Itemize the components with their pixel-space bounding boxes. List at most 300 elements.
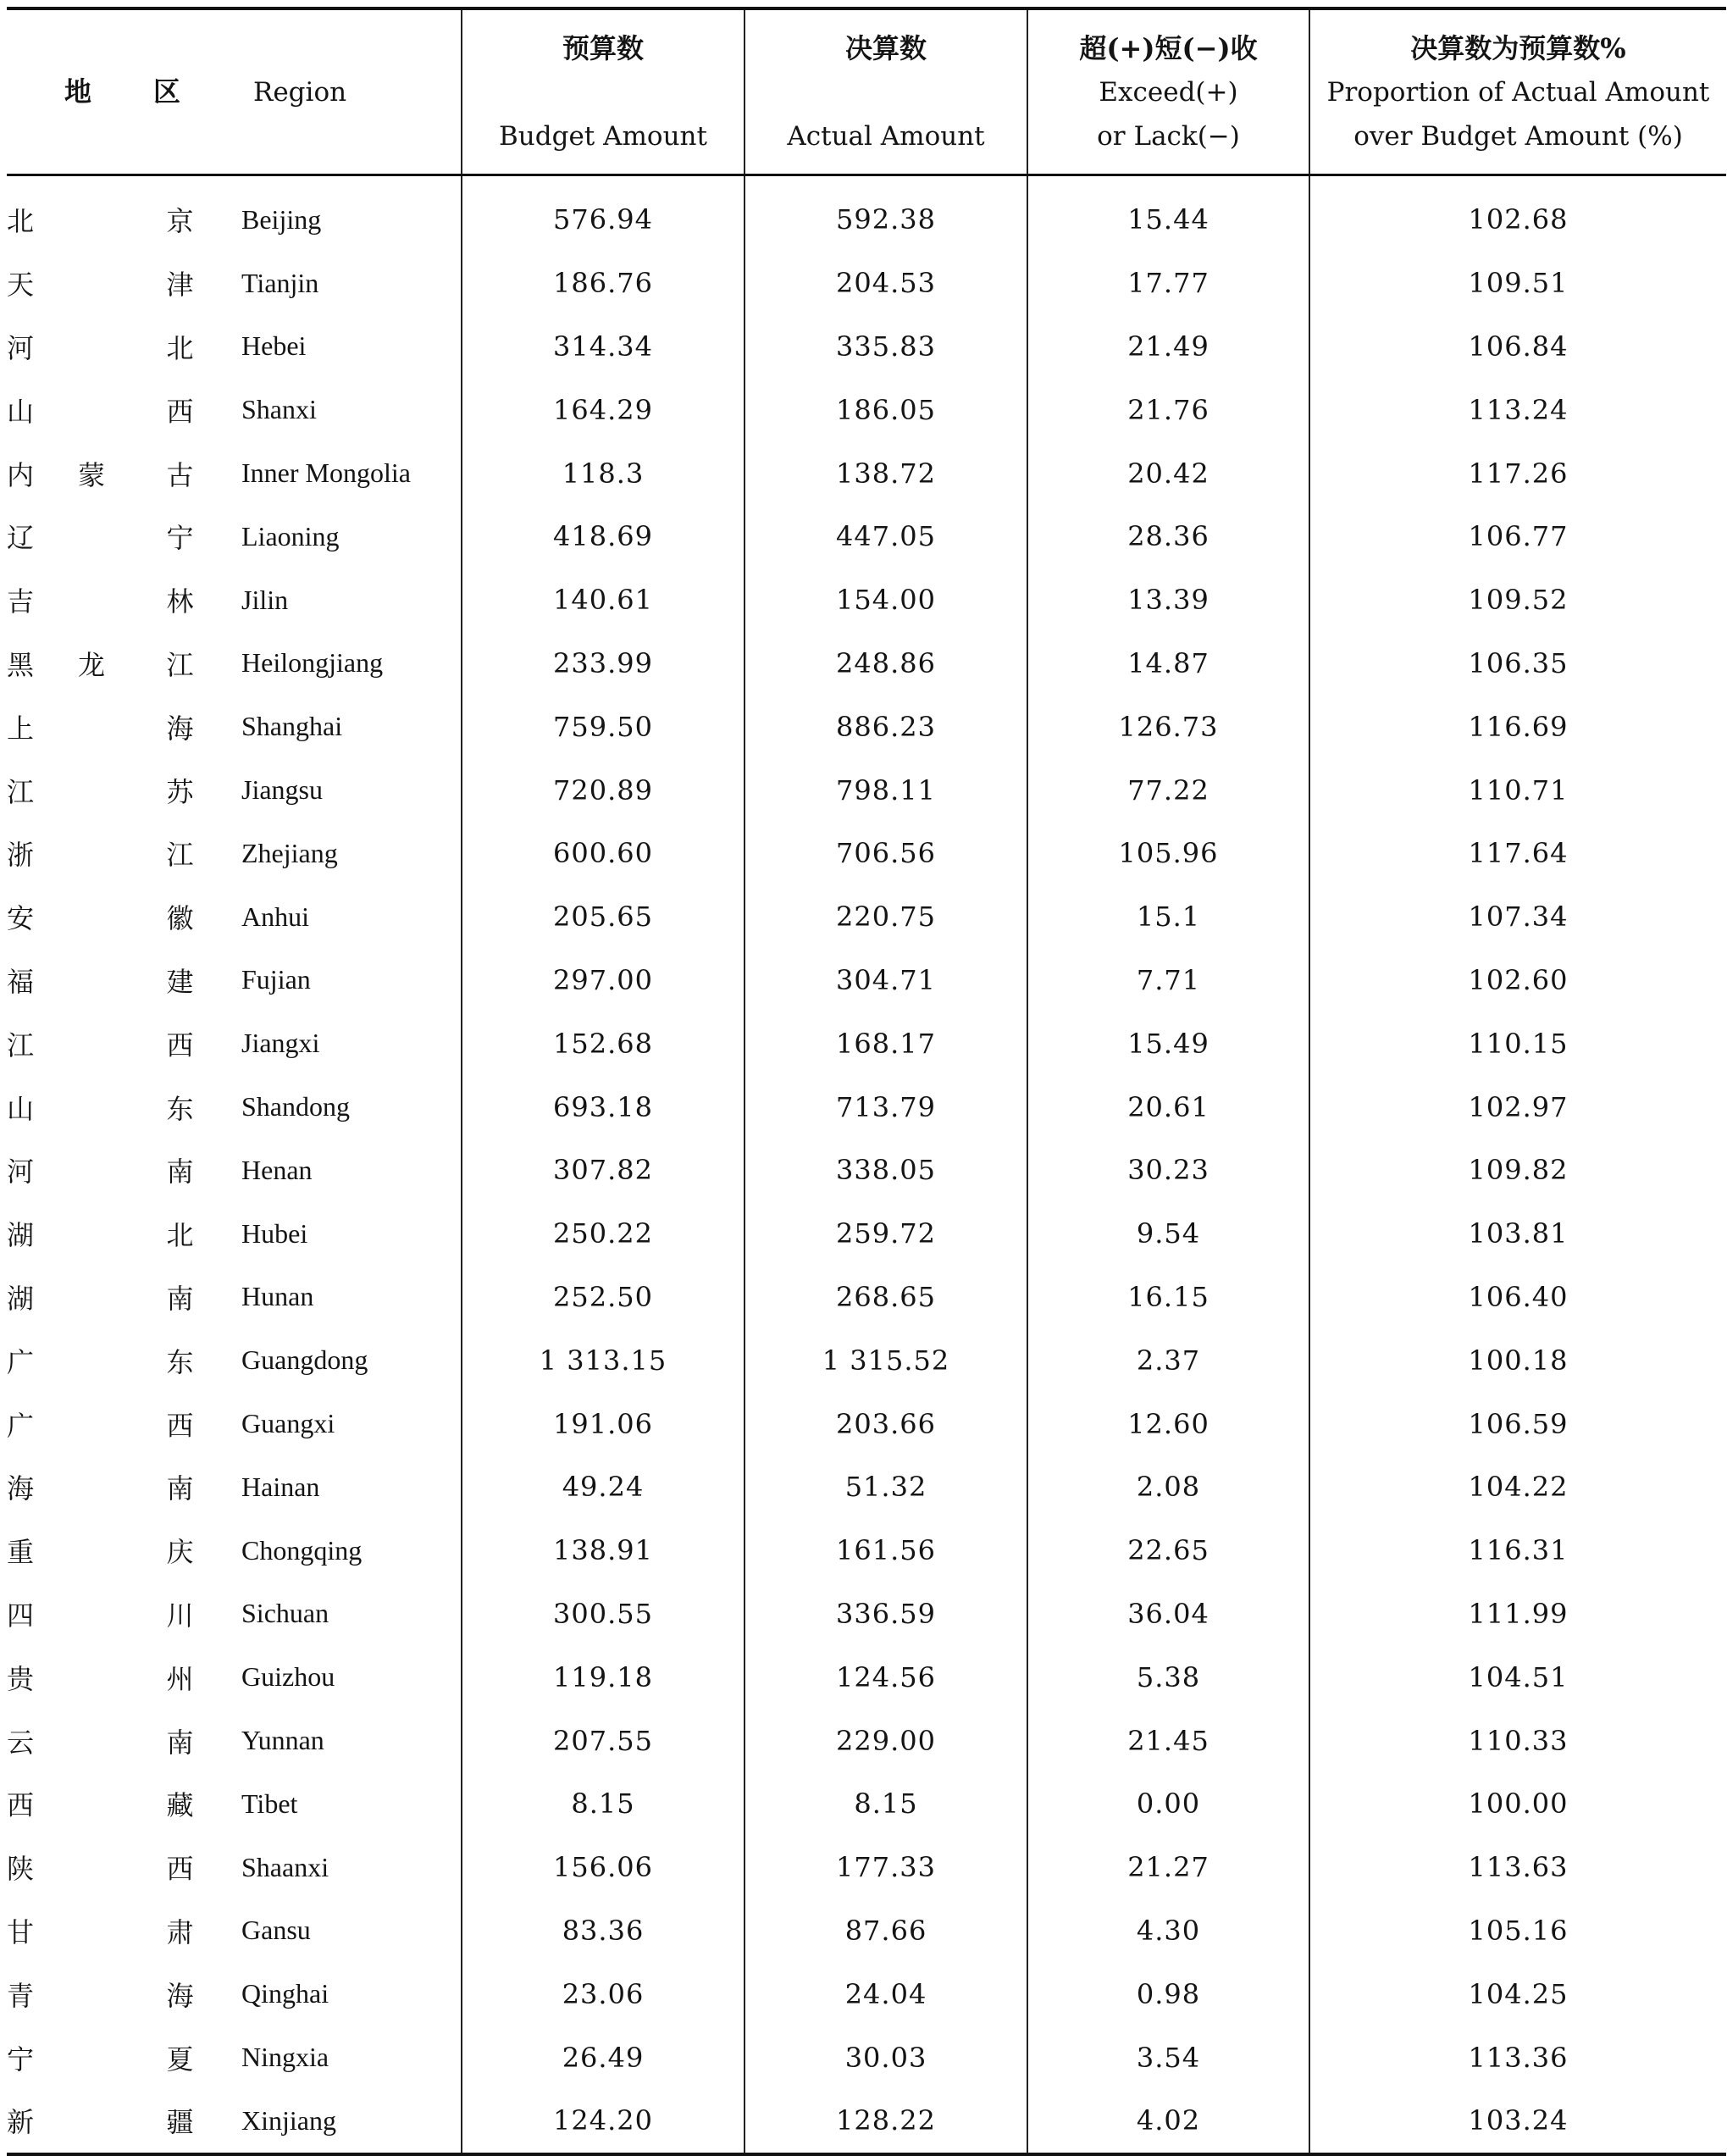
region-zh-char-3: 夏 xyxy=(166,2042,194,2076)
region-zh-char-2 xyxy=(64,758,119,822)
region-name-en: Heilongjiang xyxy=(241,647,384,679)
diff-cell: 28.36 xyxy=(1027,505,1309,568)
table-row xyxy=(7,885,1726,949)
region-zh-char-1: 贵 xyxy=(7,1662,35,1695)
region-zh-char-2 xyxy=(64,2089,119,2153)
region-name-en: Fujian xyxy=(241,964,311,995)
region-zh-char-3: 津 xyxy=(166,269,194,302)
region-name-en: Hainan xyxy=(241,1471,320,1502)
diff-cell: 13.39 xyxy=(1027,568,1309,632)
region-zh-char-1: 安 xyxy=(7,902,35,935)
table-row xyxy=(7,1011,1726,1075)
diff-cell: 14.87 xyxy=(1027,632,1309,696)
budget-cell: 693.18 xyxy=(462,1075,744,1139)
region-zh-char-2 xyxy=(64,1772,119,1836)
region-zh-char-2 xyxy=(64,1899,119,1963)
budget-cell: 191.06 xyxy=(462,1392,744,1455)
actual-cell: 87.66 xyxy=(744,1899,1027,1963)
budget-cell: 164.29 xyxy=(462,378,744,441)
budget-cell: 297.00 xyxy=(462,949,744,1012)
budget-cell: 140.61 xyxy=(462,568,744,632)
actual-header-en: Actual Amount xyxy=(787,120,985,152)
budget-cell: 600.60 xyxy=(462,822,744,885)
region-name-en: Anhui xyxy=(241,901,309,932)
region-name-en: Ningxia xyxy=(241,2042,329,2072)
region-zh-char-1: 福 xyxy=(7,965,35,998)
actual-cell: 336.59 xyxy=(744,1582,1027,1646)
pct-cell: 106.77 xyxy=(1309,505,1726,568)
diff-cell: 15.44 xyxy=(1027,175,1309,252)
budget-cell: 8.15 xyxy=(462,1772,744,1836)
region-zh-char-3: 林 xyxy=(166,585,194,618)
region-zh-char-1: 上 xyxy=(7,712,35,745)
region-zh-char-1: 江 xyxy=(7,775,35,808)
pct-cell: 117.26 xyxy=(1309,441,1726,505)
table-row xyxy=(7,315,1726,379)
budget-cell: 252.50 xyxy=(462,1266,744,1329)
region-name-en: Hebei xyxy=(241,330,307,362)
budget-cell: 300.55 xyxy=(462,1582,744,1646)
diff-header-zh: 超(+)短(−)收 xyxy=(1079,31,1258,64)
budget-cell: 720.89 xyxy=(462,758,744,822)
region-name-en: Jiangxi xyxy=(241,1028,320,1059)
table-row xyxy=(7,695,1726,758)
diff-cell: 126.73 xyxy=(1027,695,1309,758)
pct-cell: 110.33 xyxy=(1309,1709,1726,1772)
diff-header-en-2: or Lack(−) xyxy=(1097,120,1240,152)
budget-cell: 250.22 xyxy=(462,1202,744,1266)
actual-cell: 259.72 xyxy=(744,1202,1027,1266)
region-name-en: Zhejiang xyxy=(241,837,338,868)
diff-cell: 4.02 xyxy=(1027,2089,1309,2153)
pct-cell: 100.18 xyxy=(1309,1328,1726,1392)
region-zh-char-3: 疆 xyxy=(166,2106,194,2139)
pct-cell: 109.51 xyxy=(1309,252,1726,315)
region-name-en: Yunnan xyxy=(241,1725,324,1756)
region-zh-char-2 xyxy=(64,1202,119,1266)
region-name-en: Liaoning xyxy=(241,520,340,551)
pct-cell: 109.82 xyxy=(1309,1139,1726,1202)
region-zh-char-3: 西 xyxy=(166,395,194,428)
budget-cell: 307.82 xyxy=(462,1139,744,1202)
diff-cell: 20.42 xyxy=(1027,441,1309,505)
actual-cell: 128.22 xyxy=(744,2089,1027,2153)
region-zh-char-3: 藏 xyxy=(166,1789,194,1822)
pct-cell: 102.68 xyxy=(1309,175,1726,252)
budget-cell: 205.65 xyxy=(462,885,744,949)
budget-cell: 576.94 xyxy=(462,175,744,252)
actual-cell: 204.53 xyxy=(744,252,1027,315)
region-zh-char-1: 广 xyxy=(7,1409,35,1442)
region-name-en: Guizhou xyxy=(241,1661,335,1693)
region-name-en: Xinjiang xyxy=(241,2104,336,2136)
budget-cell: 186.76 xyxy=(462,252,744,315)
table-row xyxy=(7,949,1726,1012)
pct-cell: 111.99 xyxy=(1309,1582,1726,1646)
region-zh-char-1: 河 xyxy=(7,331,35,364)
region-zh-char-2 xyxy=(64,1266,119,1329)
region-zh-char-2: 龙 xyxy=(77,648,105,681)
table-body xyxy=(7,175,1726,2153)
actual-cell: 30.03 xyxy=(744,2026,1027,2089)
actual-cell: 168.17 xyxy=(744,1011,1027,1075)
actual-cell: 51.32 xyxy=(744,1455,1027,1519)
table-row xyxy=(7,758,1726,822)
table-row xyxy=(7,1899,1726,1963)
table-row xyxy=(7,632,1726,696)
region-zh-char-3: 宁 xyxy=(166,522,194,555)
actual-cell: 24.04 xyxy=(744,1962,1027,2026)
region-zh-char-1: 四 xyxy=(7,1599,35,1632)
region-zh-char-3: 古 xyxy=(166,458,194,491)
region-zh-char-2 xyxy=(64,949,119,1012)
region-zh-char-1: 河 xyxy=(7,1156,35,1189)
region-name-en: Shanghai xyxy=(241,711,343,742)
table-row xyxy=(7,1139,1726,1202)
actual-cell: 268.65 xyxy=(744,1266,1027,1329)
pct-cell: 113.36 xyxy=(1309,2026,1726,2089)
region-zh-char-2 xyxy=(64,885,119,949)
region-header-en: Region xyxy=(253,76,347,108)
diff-cell: 0.98 xyxy=(1027,1962,1309,2026)
region-zh-char-3: 江 xyxy=(166,648,194,681)
diff-header xyxy=(1027,10,1309,175)
region-zh-char-1: 海 xyxy=(7,1472,35,1505)
diff-cell: 30.23 xyxy=(1027,1139,1309,1202)
pct-cell: 113.24 xyxy=(1309,378,1726,441)
actual-cell: 338.05 xyxy=(744,1139,1027,1202)
region-zh-char-1: 陕 xyxy=(7,1853,35,1886)
region-name-en: Chongqing xyxy=(241,1534,363,1566)
diff-cell: 16.15 xyxy=(1027,1266,1309,1329)
region-zh-char-2 xyxy=(64,1645,119,1709)
diff-cell: 21.49 xyxy=(1027,315,1309,379)
region-zh-char-3: 南 xyxy=(166,1472,194,1505)
region-name-en: Sichuan xyxy=(241,1598,329,1629)
region-zh-char-3: 北 xyxy=(166,1219,194,1252)
diff-cell: 9.54 xyxy=(1027,1202,1309,1266)
diff-cell: 105.96 xyxy=(1027,822,1309,885)
diff-cell: 20.61 xyxy=(1027,1075,1309,1139)
region-zh-char-2 xyxy=(64,315,119,379)
region-zh-char-1: 甘 xyxy=(7,1915,35,1948)
diff-cell: 36.04 xyxy=(1027,1582,1309,1646)
region-zh-char-2 xyxy=(64,1075,119,1139)
pct-cell: 113.63 xyxy=(1309,1836,1726,1899)
region-zh-char-2 xyxy=(64,1328,119,1392)
diff-cell: 12.60 xyxy=(1027,1392,1309,1455)
pct-cell: 106.35 xyxy=(1309,632,1726,696)
region-name-en: Henan xyxy=(241,1154,313,1185)
pct-header-en-2: over Budget Amount (%) xyxy=(1353,120,1683,152)
region-zh-char-2 xyxy=(64,1139,119,1202)
actual-header xyxy=(744,10,1027,175)
diff-cell: 21.45 xyxy=(1027,1709,1309,1772)
actual-cell: 8.15 xyxy=(744,1772,1027,1836)
table-row xyxy=(7,2089,1726,2153)
region-name-en: Qinghai xyxy=(241,1978,329,2009)
budget-cell: 759.50 xyxy=(462,695,744,758)
region-zh-char-1: 云 xyxy=(7,1726,35,1759)
region-zh-char-3: 徽 xyxy=(166,902,194,935)
region-header xyxy=(7,10,462,175)
region-zh-char-1: 宁 xyxy=(7,2042,35,2076)
region-name-en: Beijing xyxy=(241,203,322,235)
diff-cell: 0.00 xyxy=(1027,1772,1309,1836)
pct-header-en-1: Proportion of Actual Amount xyxy=(1326,76,1710,108)
actual-cell: 1 315.52 xyxy=(744,1328,1027,1392)
region-name-en: Jiangsu xyxy=(241,774,323,806)
budget-header-en: Budget Amount xyxy=(499,120,707,152)
actual-cell: 447.05 xyxy=(744,505,1027,568)
diff-cell: 5.38 xyxy=(1027,1645,1309,1709)
region-zh-char-3: 川 xyxy=(166,1599,194,1632)
region-zh-char-3: 海 xyxy=(166,712,194,745)
region-zh-char-2 xyxy=(64,1011,119,1075)
pct-cell: 109.52 xyxy=(1309,568,1726,632)
region-zh-char-2 xyxy=(64,695,119,758)
actual-cell: 138.72 xyxy=(744,441,1027,505)
pct-cell: 110.71 xyxy=(1309,758,1726,822)
region-zh-char-2 xyxy=(64,1582,119,1646)
pct-cell: 106.84 xyxy=(1309,315,1726,379)
region-name-en: Hubei xyxy=(241,1217,308,1249)
region-zh-char-2 xyxy=(64,1392,119,1455)
region-zh-char-3: 南 xyxy=(166,1282,194,1315)
table-row xyxy=(7,505,1726,568)
region-zh-char-1: 湖 xyxy=(7,1219,35,1252)
region-zh-char-3: 庆 xyxy=(166,1536,194,1569)
region-zh-char-2 xyxy=(64,1962,119,2026)
pct-cell: 117.64 xyxy=(1309,822,1726,885)
region-zh-char-1: 内 xyxy=(7,458,35,491)
header-row xyxy=(7,10,1726,175)
actual-cell: 886.23 xyxy=(744,695,1027,758)
region-zh-char-3: 东 xyxy=(166,1345,194,1378)
actual-cell: 798.11 xyxy=(744,758,1027,822)
actual-cell: 161.56 xyxy=(744,1519,1027,1582)
table-row xyxy=(7,1075,1726,1139)
budget-cell: 207.55 xyxy=(462,1709,744,1772)
table-row xyxy=(7,1772,1726,1836)
pct-cell: 104.22 xyxy=(1309,1455,1726,1519)
table-row xyxy=(7,1582,1726,1646)
region-zh-char-1: 青 xyxy=(7,1979,35,2012)
region-zh-char-3: 京 xyxy=(166,205,194,238)
pct-cell: 104.25 xyxy=(1309,1962,1726,2026)
region-zh-char-1: 山 xyxy=(7,1092,35,1125)
actual-header-zh: 决算数 xyxy=(844,31,927,64)
region-zh-char-3: 西 xyxy=(166,1409,194,1442)
budget-cell: 83.36 xyxy=(462,1899,744,1963)
pct-cell: 106.40 xyxy=(1309,1266,1726,1329)
region-zh-char-2 xyxy=(64,568,119,632)
diff-cell: 3.54 xyxy=(1027,2026,1309,2089)
region-zh-char-1: 吉 xyxy=(7,585,35,618)
diff-cell: 77.22 xyxy=(1027,758,1309,822)
region-zh-char-3: 西 xyxy=(166,1028,194,1061)
region-name-en: Shanxi xyxy=(241,394,317,425)
table-row xyxy=(7,1519,1726,1582)
region-zh-char-3: 东 xyxy=(166,1092,194,1125)
budget-cell: 118.3 xyxy=(462,441,744,505)
budget-cell: 49.24 xyxy=(462,1455,744,1519)
region-zh-char-2 xyxy=(64,252,119,315)
table-row xyxy=(7,441,1726,505)
table-row xyxy=(7,252,1726,315)
budget-cell: 119.18 xyxy=(462,1645,744,1709)
actual-cell: 335.83 xyxy=(744,315,1027,379)
diff-header-en-1: Exceed(+) xyxy=(1099,76,1238,108)
region-name-en: Jilin xyxy=(241,584,289,615)
region-zh-char-3: 南 xyxy=(166,1726,194,1759)
region-zh-char-2 xyxy=(64,378,119,441)
region-zh-char-1: 北 xyxy=(7,205,35,238)
table-row xyxy=(7,1709,1726,1772)
pct-cell: 103.81 xyxy=(1309,1202,1726,1266)
table-row xyxy=(7,1455,1726,1519)
table-row xyxy=(7,175,1726,252)
region-zh-char-2: 蒙 xyxy=(77,458,105,491)
actual-cell: 220.75 xyxy=(744,885,1027,949)
pct-cell: 103.24 xyxy=(1309,2089,1726,2153)
region-name-en: Inner Mongolia xyxy=(241,457,411,489)
budget-header-zh: 预算数 xyxy=(562,31,644,64)
region-zh-char-2 xyxy=(64,1836,119,1899)
actual-cell: 154.00 xyxy=(744,568,1027,632)
budget-cell: 138.91 xyxy=(462,1519,744,1582)
region-zh-char-2 xyxy=(64,1709,119,1772)
diff-cell: 4.30 xyxy=(1027,1899,1309,1963)
table-row xyxy=(7,1392,1726,1455)
region-zh-char-1: 辽 xyxy=(7,522,35,555)
table-row xyxy=(7,1645,1726,1709)
budget-cell: 156.06 xyxy=(462,1836,744,1899)
region-zh-char-1: 湖 xyxy=(7,1282,35,1315)
region-zh-char-3: 南 xyxy=(166,1156,194,1189)
diff-cell: 22.65 xyxy=(1027,1519,1309,1582)
budget-cell: 418.69 xyxy=(462,505,744,568)
actual-cell: 713.79 xyxy=(744,1075,1027,1139)
table-row xyxy=(7,378,1726,441)
region-zh-char-1: 天 xyxy=(7,269,35,302)
budget-cell: 152.68 xyxy=(462,1011,744,1075)
budget-cell: 1 313.15 xyxy=(462,1328,744,1392)
actual-cell: 706.56 xyxy=(744,822,1027,885)
region-zh-char-2 xyxy=(64,1519,119,1582)
region-name-en: Tianjin xyxy=(241,267,319,298)
region-name-en: Shaanxi xyxy=(241,1851,329,1882)
diff-cell: 15.1 xyxy=(1027,885,1309,949)
pct-cell: 106.59 xyxy=(1309,1392,1726,1455)
pct-header xyxy=(1309,10,1726,175)
bottom-rule xyxy=(7,2153,1726,2154)
diff-cell: 17.77 xyxy=(1027,252,1309,315)
budget-cell: 26.49 xyxy=(462,2026,744,2089)
region-header-zh-2: 区 xyxy=(153,75,181,108)
pct-cell: 100.00 xyxy=(1309,1772,1726,1836)
actual-cell: 248.86 xyxy=(744,632,1027,696)
region-zh-char-1: 山 xyxy=(7,395,35,428)
budget-cell: 124.20 xyxy=(462,2089,744,2153)
pct-cell: 110.15 xyxy=(1309,1011,1726,1075)
region-zh-char-1: 广 xyxy=(7,1345,35,1378)
budget-cell: 233.99 xyxy=(462,632,744,696)
region-zh-char-3: 肃 xyxy=(166,1915,194,1948)
actual-cell: 124.56 xyxy=(744,1645,1027,1709)
region-zh-char-1: 重 xyxy=(7,1536,35,1569)
region-name-en: Guangxi xyxy=(241,1408,335,1439)
region-zh-char-3: 海 xyxy=(166,1979,194,2012)
region-zh-char-1: 西 xyxy=(7,1789,35,1822)
region-zh-char-1: 黑 xyxy=(7,648,35,681)
region-name-en: Gansu xyxy=(241,1915,311,1946)
region-zh-char-3: 建 xyxy=(166,965,194,998)
diff-cell: 2.08 xyxy=(1027,1455,1309,1519)
actual-cell: 229.00 xyxy=(744,1709,1027,1772)
actual-cell: 304.71 xyxy=(744,949,1027,1012)
region-zh-char-3: 苏 xyxy=(166,775,194,808)
budget-header xyxy=(462,10,744,175)
pct-cell: 102.97 xyxy=(1309,1075,1726,1139)
actual-cell: 592.38 xyxy=(744,175,1027,252)
region-zh-char-3: 西 xyxy=(166,1853,194,1886)
pct-cell: 107.34 xyxy=(1309,885,1726,949)
region-zh-char-2 xyxy=(64,822,119,885)
table-row xyxy=(7,1836,1726,1899)
region-name-en: Guangdong xyxy=(241,1344,368,1376)
table-row xyxy=(7,822,1726,885)
table-row xyxy=(7,1202,1726,1266)
diff-cell: 21.76 xyxy=(1027,378,1309,441)
region-zh-char-2 xyxy=(64,2026,119,2089)
diff-cell: 7.71 xyxy=(1027,949,1309,1012)
pct-header-zh: 决算数为预算数% xyxy=(1410,31,1626,64)
diff-cell: 15.49 xyxy=(1027,1011,1309,1075)
actual-cell: 186.05 xyxy=(744,378,1027,441)
table-row xyxy=(7,1328,1726,1392)
region-name-en: Hunan xyxy=(241,1281,314,1312)
pct-cell: 104.51 xyxy=(1309,1645,1726,1709)
actual-cell: 177.33 xyxy=(744,1836,1027,1899)
pct-cell: 105.16 xyxy=(1309,1899,1726,1963)
region-zh-char-3: 北 xyxy=(166,331,194,364)
region-zh-char-3: 江 xyxy=(166,839,194,872)
region-zh-char-2 xyxy=(64,175,119,252)
region-zh-char-1: 新 xyxy=(7,2106,35,2139)
region-zh-char-1: 浙 xyxy=(7,839,35,872)
table-row xyxy=(7,568,1726,632)
region-header-zh-1: 地 xyxy=(64,75,92,108)
table-row xyxy=(7,2026,1726,2089)
region-zh-char-2 xyxy=(64,1455,119,1519)
diff-cell: 2.37 xyxy=(1027,1328,1309,1392)
pct-cell: 116.31 xyxy=(1309,1519,1726,1582)
budget-cell: 314.34 xyxy=(462,315,744,379)
region-name-en: Shandong xyxy=(241,1091,350,1122)
actual-cell: 203.66 xyxy=(744,1392,1027,1455)
budget-table xyxy=(7,7,1726,2156)
region-zh-char-1: 江 xyxy=(7,1028,35,1061)
pct-cell: 116.69 xyxy=(1309,695,1726,758)
region-name-en: Tibet xyxy=(241,1787,298,1819)
budget-cell: 23.06 xyxy=(462,1962,744,2026)
pct-cell: 102.60 xyxy=(1309,949,1726,1012)
table-row xyxy=(7,1962,1726,2026)
table-row xyxy=(7,1266,1726,1329)
region-zh-char-2 xyxy=(64,505,119,568)
region-zh-char-3: 州 xyxy=(166,1662,194,1695)
